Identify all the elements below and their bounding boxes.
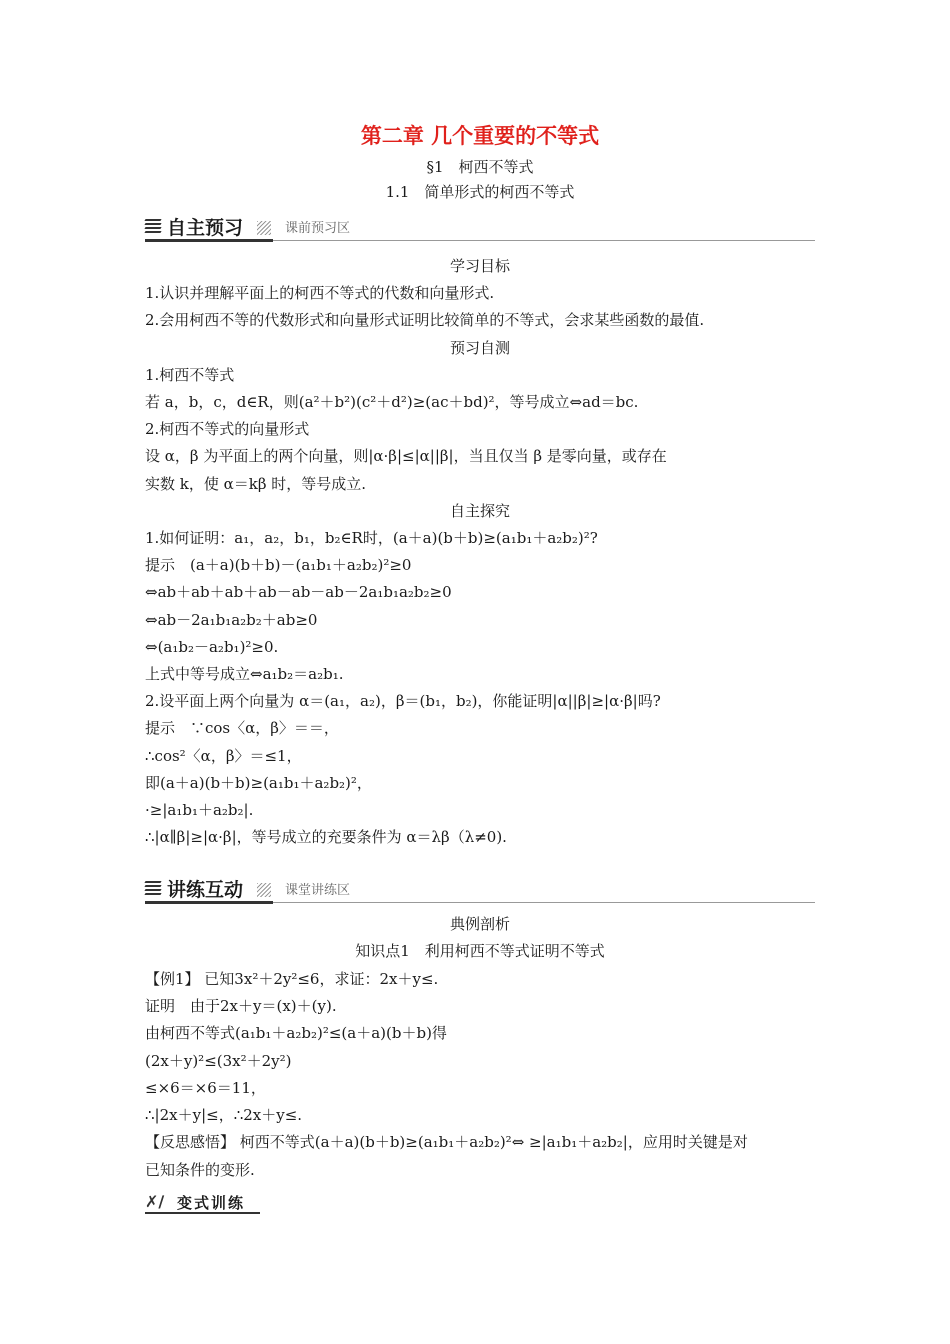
pencil-cross-icon: ✗∕ <box>145 1192 165 1211</box>
section-name: 自主预习 <box>167 217 244 239</box>
hatch-icon <box>257 883 271 897</box>
text-line: 设 α，β 为平面上的两个向量，则|α·β|≤|α||β|，当且仅当 β 是零向量，或存在 <box>145 447 667 466</box>
section-title: §1 柯西不等式 <box>426 158 534 176</box>
chapter-title: 第二章 几个重要的不等式 <box>360 124 600 148</box>
text-line: 由柯西不等式(a₁b₁＋a₂b₂)²≤(a＋a)(b＋b)得 <box>145 1024 447 1043</box>
text-line: 2.会用柯西不等的代数形式和向量形式证明比较简单的不等式，会求某些函数的最值. <box>145 311 705 330</box>
text-line: 即(a＋a)(b＋b)≥(a₁b₁＋a₂b₂)²， <box>145 773 372 792</box>
text-line: ∴cos²〈α，β〉＝≤1， <box>145 746 302 765</box>
text-line: 1.认识并理解平面上的柯西不等式的代数和向量形式. <box>145 284 495 303</box>
text-line: (2x＋y)²≤(3x²＋2y²) <box>145 1051 292 1070</box>
text-line: ∴|2x＋y|≤，∴2x＋y≤. <box>145 1106 303 1125</box>
text-line: ≤×6＝×6＝11， <box>145 1078 266 1097</box>
text-line: 自主探究 <box>449 501 510 520</box>
text-line: 提示 (a＋a)(b＋b)－(a₁b₁＋a₂b₂)²≥0 <box>145 556 412 575</box>
text-line: 上式中等号成立⇔a₁b₂＝a₂b₁. <box>145 665 344 683</box>
section-header-preview <box>145 213 815 239</box>
hatch-icon <box>257 221 271 235</box>
text-line: ⇔ab－2a₁b₁a₂b₂＋ab≥0 <box>145 610 318 629</box>
text-line: ∴|α∥β|≥|α·β|，等号成立的充要条件为 α＝λβ（λ≠0). <box>145 828 507 847</box>
section-mark-icon <box>145 217 161 235</box>
training-label: 变式训练 <box>177 1194 246 1212</box>
text-line: 证明 由于2x＋y＝(x)＋(y). <box>145 996 337 1015</box>
text-line: 【例1】 已知3x²＋2y²≤6，求证：2x＋y≤. <box>145 969 439 988</box>
text-line: 学习目标 <box>449 257 510 275</box>
text-line: ·≥|a₁b₁＋a₂b₂|. <box>145 801 254 819</box>
section-subtitle: 课堂讲练区 <box>285 883 351 898</box>
text-line: ⇔ab＋ab＋ab＋ab－ab－ab－2a₁b₁a₂b₂≥0 <box>145 583 452 602</box>
text-line: 2.柯西不等式的向量形式 <box>145 420 310 439</box>
text-line: ⇔(a₁b₂－a₂b₁)²≥0. <box>145 637 279 656</box>
section-name: 讲练互动 <box>167 879 244 901</box>
text-line: 提示 ∵cos〈α，β〉＝＝， <box>145 719 339 738</box>
text-line: 若 a，b，c，d∈R，则(a²＋b²)(c²＋d²)≥(ac＋bd)²，等号成立⇔ad＝bc. <box>145 393 639 411</box>
text-line: 典例剖析 <box>449 915 510 933</box>
section-header-practice <box>145 875 815 901</box>
text-line: 1.柯西不等式 <box>145 365 235 384</box>
variant-training-header <box>145 1190 260 1216</box>
text-line: 已知条件的变形. <box>145 1160 255 1179</box>
text-line: 1.如何证明：a₁，a₂，b₁，b₂∈R时，(a＋a)(b＋b)≥(a₁b₁＋a₂b₂)²? <box>145 529 598 547</box>
subsection-title: 1.1 简单形式的柯西不等式 <box>385 183 575 201</box>
text-line: 2.设平面上两个向量为 α＝(a₁，a₂)，β＝(b₁，b₂)，你能证明|α||β|≥|α·β|吗? <box>145 692 661 711</box>
section-subtitle: 课前预习区 <box>285 221 351 236</box>
text-line: 预习自测 <box>449 338 510 357</box>
section-mark-icon <box>145 879 161 897</box>
text-line: 【反思感悟】 柯西不等式(a＋a)(b＋b)≥(a₁b₁＋a₂b₂)²⇔ ≥|a₁b₁＋a₂b₂|，应用时关键是对 <box>145 1133 748 1152</box>
text-line: 实数 k，使 α＝kβ 时，等号成立. <box>145 474 367 493</box>
text-line: 知识点1 利用柯西不等式证明不等式 <box>355 942 605 961</box>
